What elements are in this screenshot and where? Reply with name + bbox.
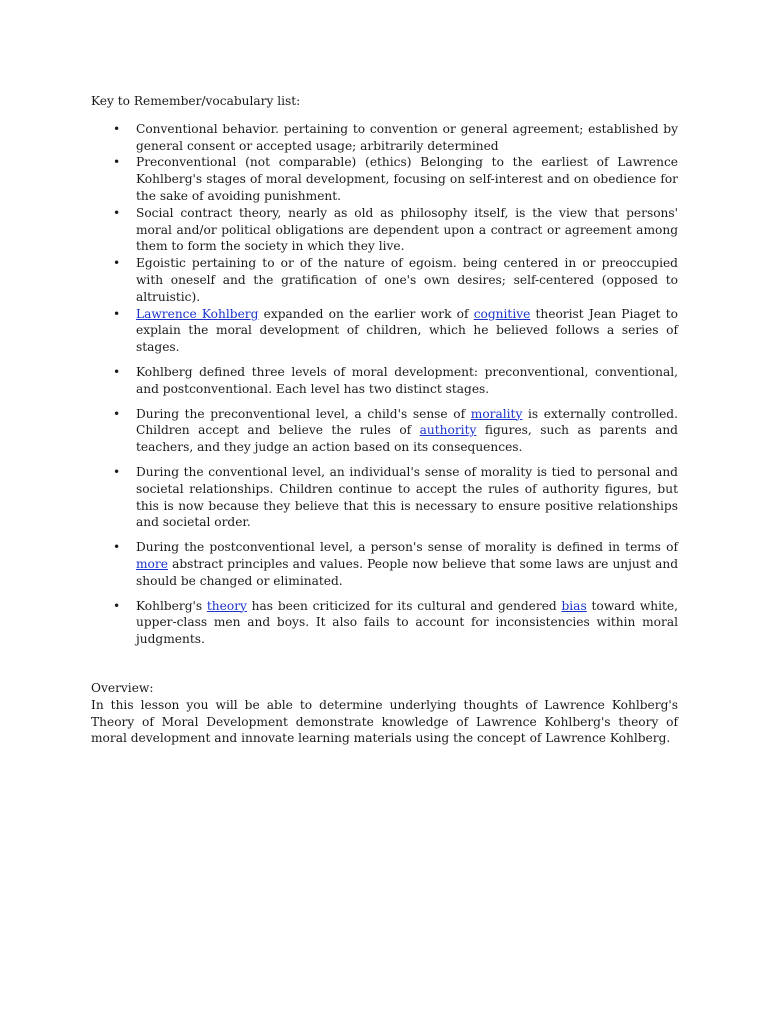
link-morality[interactable]: morality (470, 406, 523, 421)
document-page (91, 93, 678, 747)
vocabulary-item (91, 255, 678, 305)
overview-text: In this lesson you will be able to determine underlying thoughts of Lawrence Kohlberg's Theory of Moral Development demonstrate knowledge of Lawrence Kohlberg's theory of moral development and innovate learning materials using the concept of Lawrence Kohlberg. (91, 697, 678, 746)
vocabulary-item (91, 121, 678, 155)
item-text: is externally controlled. Children accept and believe the rules of (136, 406, 678, 438)
vocabulary-item (91, 406, 678, 456)
vocabulary-item (91, 154, 678, 204)
item-text: has been criticized for its cultural and gendered (246, 598, 562, 613)
item-text: During the preconventional level, a child's sense of (136, 406, 471, 421)
item-text: Conventional behavior. pertaining to convention or general agreement; established by general consent or accepted usage; arbitrarily determined (136, 121, 678, 153)
vocabulary-item (91, 598, 678, 648)
item-text: Kohlberg's (136, 598, 207, 613)
item-text: expanded on the earlier work of (258, 306, 474, 321)
item-text: Social contract theory, nearly as old as philosophy itself, is the view that persons' moral and/or political obligations are dependent upon a contract or agreement among them to form the society in which they live. (136, 205, 678, 254)
vocabulary-heading: Key to Remember/vocabulary list: (91, 94, 301, 108)
item-text: theorist Jean Piaget to explain the moral development of children, which he believed follows a series of stages. (136, 306, 678, 355)
vocabulary-item (91, 539, 678, 589)
link-theory[interactable]: theory (206, 598, 247, 613)
item-text: Kohlberg defined three levels of moral development: preconventional, conventional, and postconventional. Each level has two distinct stages. (136, 364, 678, 396)
vocabulary-item (91, 364, 678, 398)
item-text: During the postconventional level, a person's sense of morality is defined in terms of (136, 540, 678, 555)
item-text: figures, such as parents and teachers, and they judge an action based on its consequences. (136, 423, 678, 455)
item-text: abstract principles and values. People now believe that some laws are unjust and should be changed or eliminated. (136, 556, 678, 588)
item-text: toward white, upper-class men and boys. It also fails to account for inconsistencies within moral judgments. (136, 598, 678, 647)
overview-label: Overview: (91, 680, 154, 695)
link-lawrence-kohlberg[interactable]: Lawrence Kohlberg (136, 306, 259, 321)
link-authority[interactable]: authority (419, 423, 477, 438)
vocabulary-item (91, 306, 678, 356)
item-text: Egoistic pertaining to or of the nature of egoism. being centered in or preoccupied with oneself and the gratification of one's own desires; self-centered (opposed to altruistic). (136, 256, 678, 304)
vocabulary-item (91, 464, 678, 531)
vocabulary-list (91, 121, 678, 648)
overview-section (91, 680, 678, 747)
link-cognitive[interactable]: cognitive (473, 306, 531, 321)
link-bias[interactable]: bias (561, 598, 587, 613)
item-text: During the conventional level, an individual's sense of morality is tied to personal and societal relationships. Children continue to accept the rules of authority figures, but this is now because they believe that this is necessary to ensure positive relationships and societal order. (136, 464, 678, 530)
link-more[interactable]: more (136, 556, 168, 571)
vocabulary-item (91, 205, 678, 255)
item-text: Preconventional (not comparable) (ethics) Belonging to the earliest of Lawrence Kohlberg's stages of moral development, focusing on self-interest and on obedience for the sake of avoiding punishment. (136, 155, 678, 203)
